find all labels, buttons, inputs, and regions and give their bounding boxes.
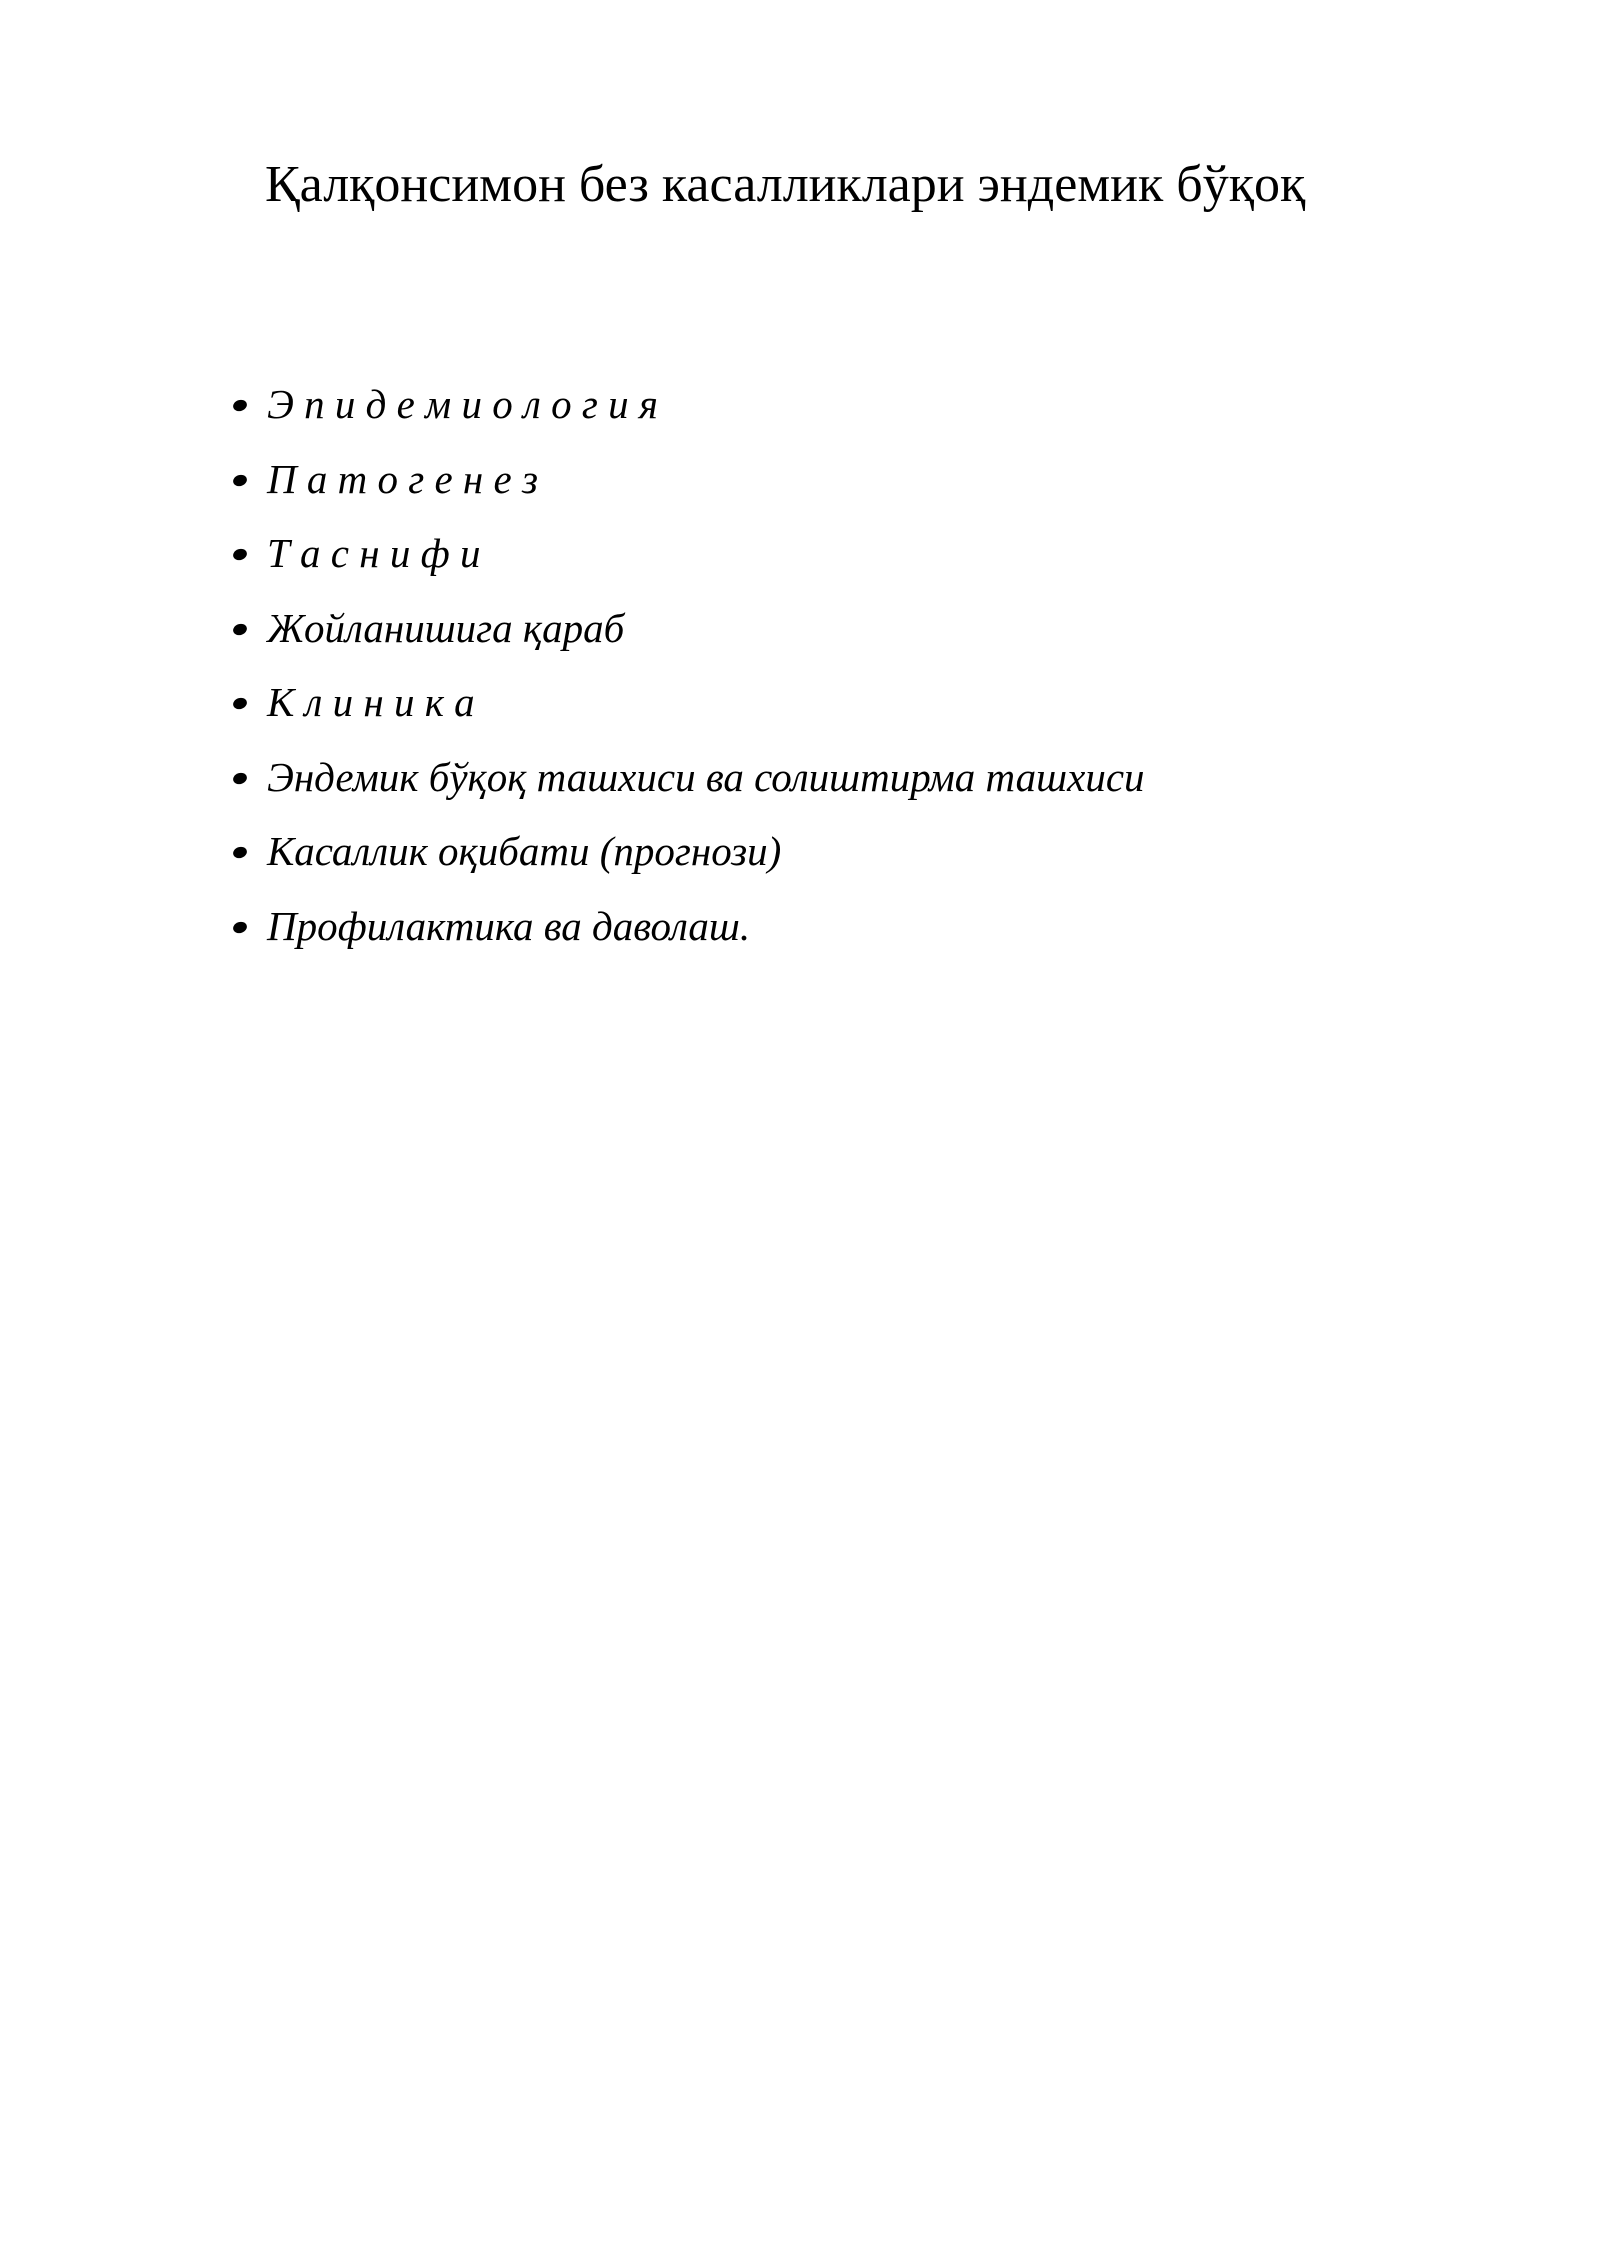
list-item-label: К л и н и к а [267,679,475,726]
bullet-icon [232,920,249,935]
list-item-label: Профилактика ва даволаш. [267,902,751,949]
bullet-icon [232,696,249,711]
page-title: Қалқонсимон без касалликлари эндемик бўқоқ [265,156,1306,213]
bullet-icon [232,622,249,637]
list-item-label: Т а с н и ф и [267,530,481,577]
bullet-icon [232,398,249,413]
list-item-label: Жойланишига қараб [267,604,625,651]
bullet-icon [232,845,249,860]
list-item-label: П а т о г е н е з [267,455,538,502]
list-item-label: Касаллик оқибати (прогнози) [267,828,782,875]
list-item-label: Эндемик бўқоқ ташхиси ва солиштирма ташхиси [267,753,1145,800]
bullet-icon [232,771,249,786]
bullet-icon [232,547,249,562]
list-item-label: Э п и д е м и о л о г и я [267,381,658,428]
bullet-icon [232,473,249,488]
